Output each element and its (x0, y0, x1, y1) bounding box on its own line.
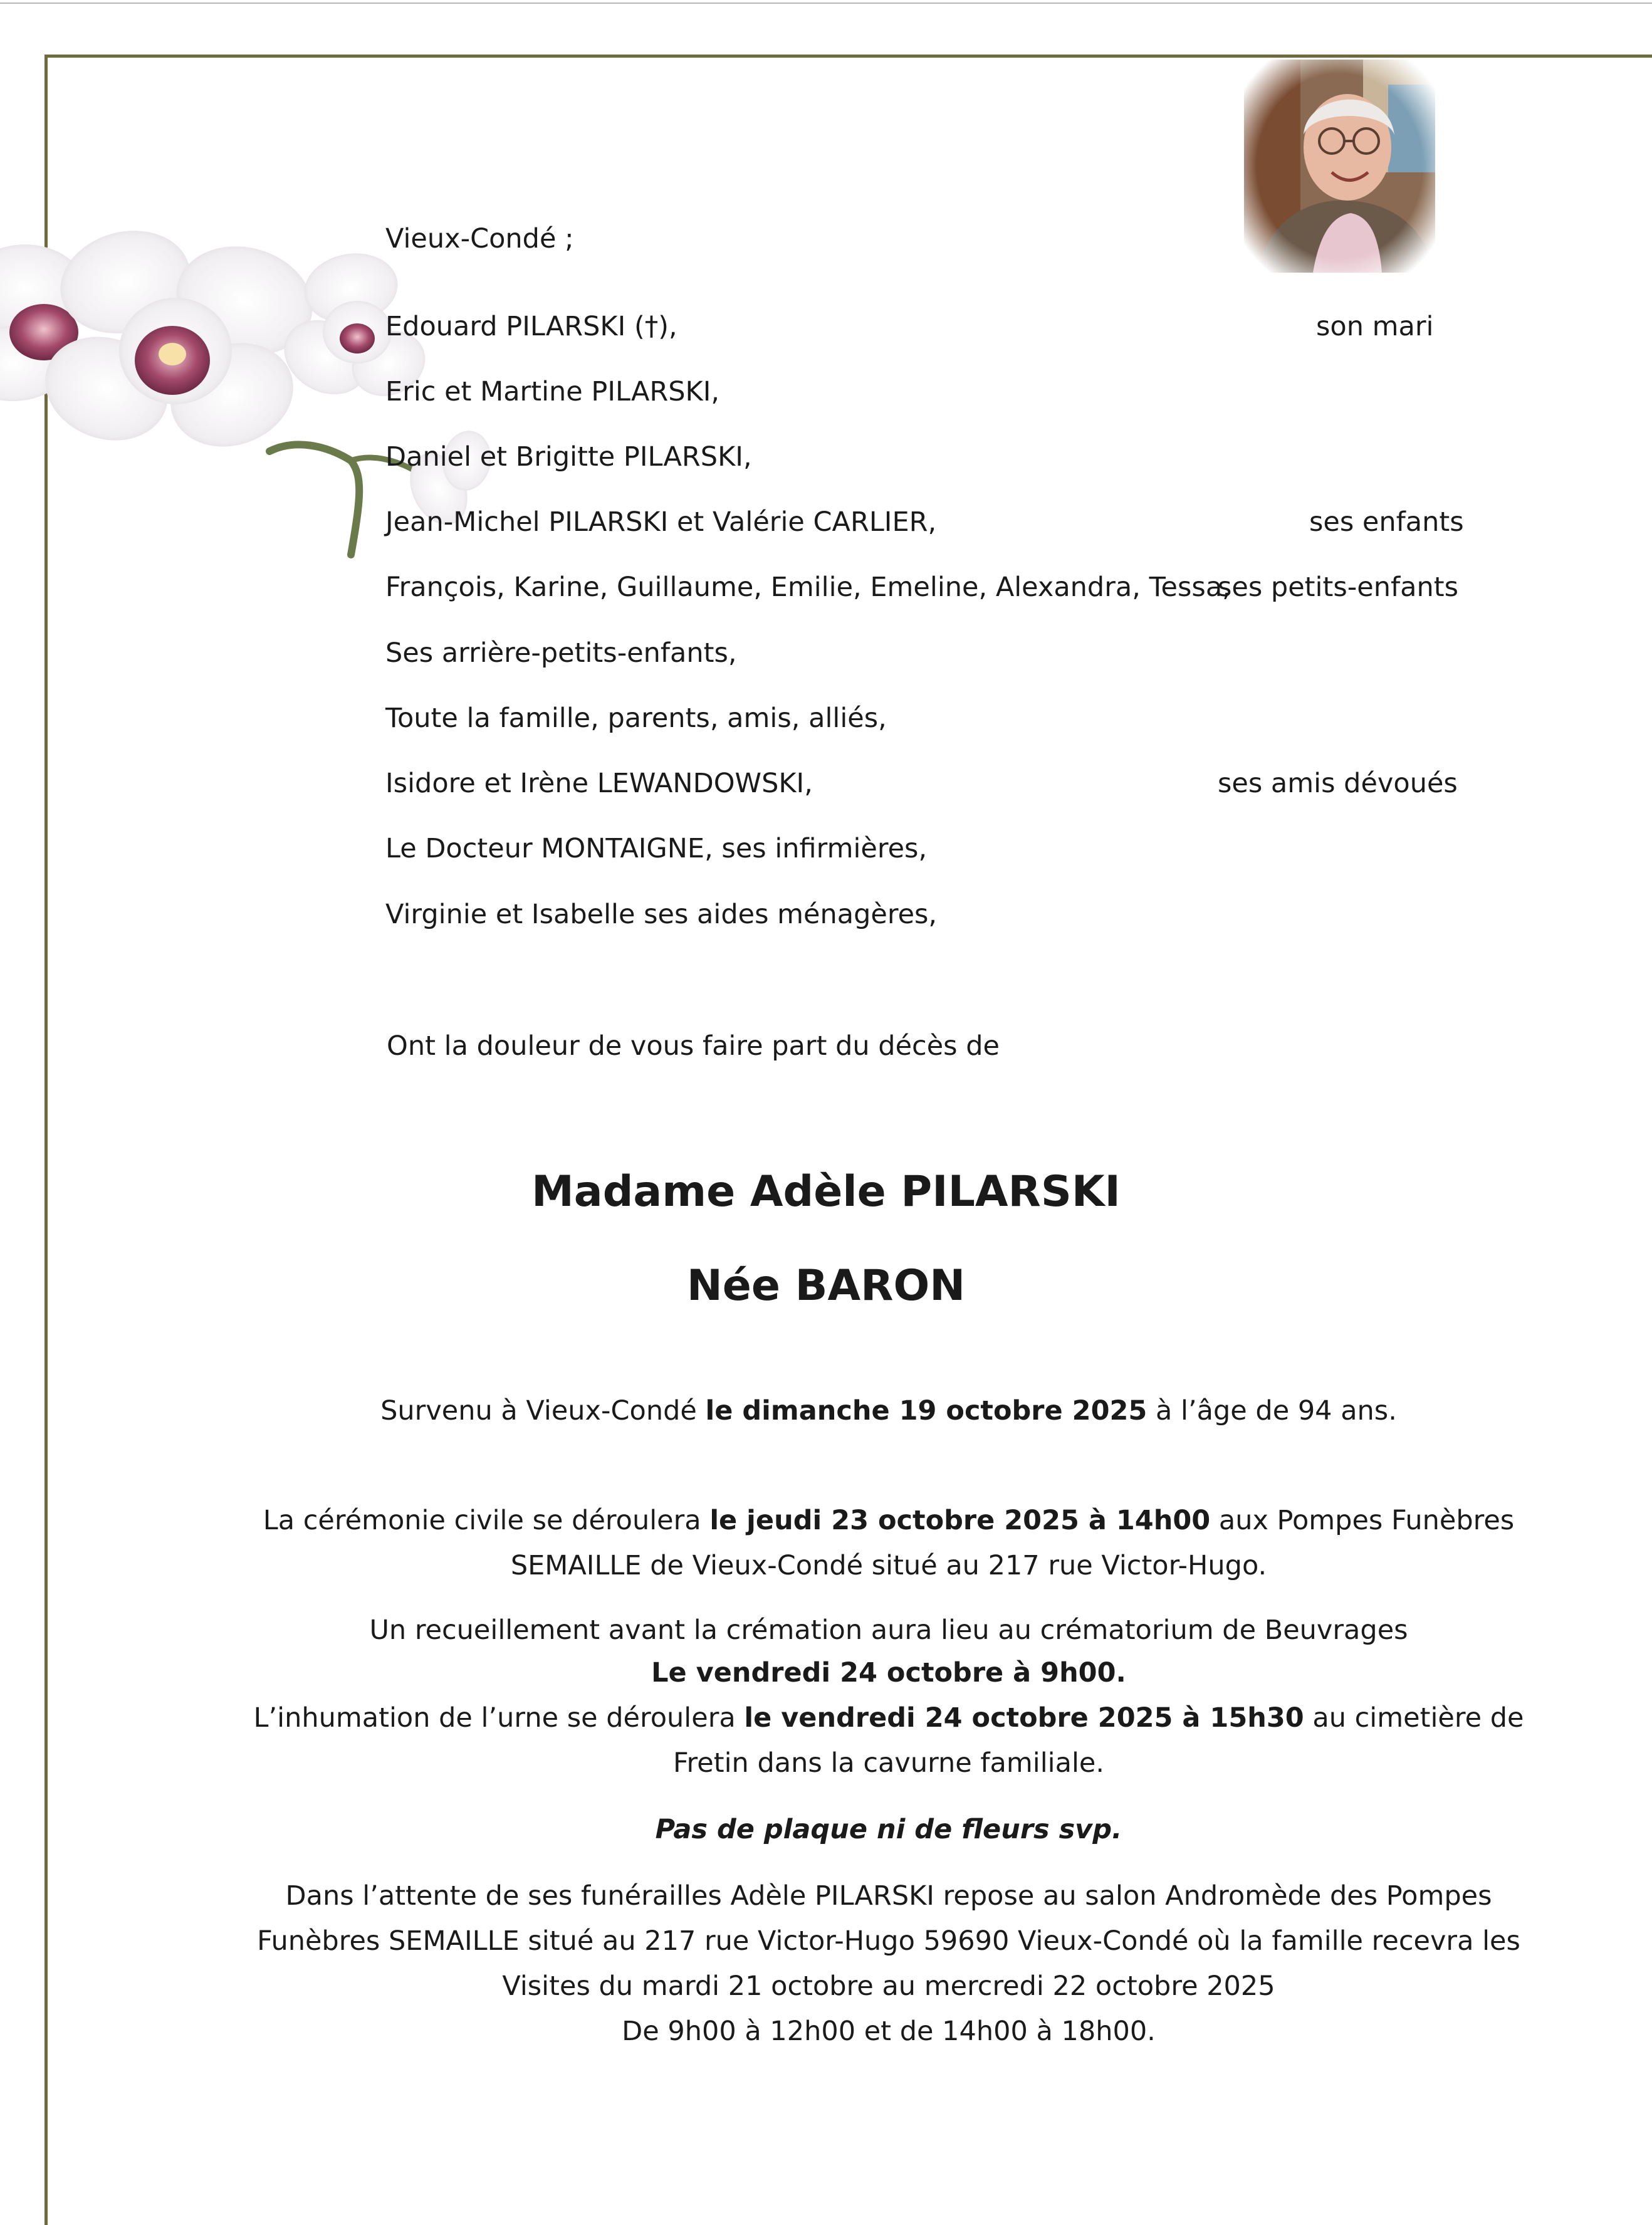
ceremony-line-1 (199, 1507, 1578, 1534)
inhumation-date: le vendredi 24 octobre 2025 à 15h30 (744, 1702, 1304, 1734)
cremation-line-1: Un recueillement avant la crémation aura lieu au crématorium de Beuvrages (369, 1615, 1408, 1646)
ceremony-line-2: SEMAILLE de Vieux-Condé situé au 217 rue Victor-Hugo. (510, 1550, 1267, 1581)
cremation-date: Le vendredi 24 octobre à 9h00. (651, 1657, 1126, 1688)
family-relation: son mari (1316, 311, 1434, 342)
ceremony-date: le jeudi 23 octobre 2025 à 14h00 (709, 1505, 1211, 1536)
deceased-maiden-name: Née BARON (686, 1261, 966, 1311)
inhumation-line-2: Fretin dans la cavurne familiale. (672, 1747, 1105, 1779)
viewing-line-4: De 9h00 à 12h00 et de 14h00 à 18h00. (622, 2016, 1156, 2047)
family-member-name: Eric et Martine PILARSKI, (385, 376, 720, 407)
death-date: le dimanche 19 octobre 2025 (705, 1395, 1148, 1427)
ceremony-suffix: aux Pompes Funèbres (1210, 1505, 1515, 1536)
family-relation: ses enfants (1309, 506, 1464, 538)
viewing-line-3: Visites du mardi 21 octobre au mercredi 22 octobre 2025 (502, 1971, 1275, 2002)
family-member-name: Jean-Michel PILARSKI et Valérie CARLIER, (385, 506, 937, 538)
family-member-name: Daniel et Brigitte PILARSKI, (385, 441, 752, 473)
family-member-name: Le Docteur MONTAIGNE, ses infirmières, (385, 833, 928, 864)
inhumation-prefix: L’inhumation de l’urne se déroulera (253, 1702, 745, 1734)
family-member-name: Edouard PILARSKI (†), (385, 311, 677, 342)
family-member-name: Toute la famille, parents, amis, alliés, (385, 703, 887, 734)
death-prefix: Survenu à Vieux-Condé (380, 1395, 706, 1427)
location-header: Vieux-Condé ; (385, 223, 574, 254)
inhumation-suffix: au cimetière de (1304, 1702, 1524, 1734)
ceremony-prefix: La cérémonie civile se déroulera (263, 1505, 710, 1536)
family-member-name: Virginie et Isabelle ses aides ménagères, (385, 899, 938, 930)
viewing-line-1: Dans l’attente de ses funérailles Adèle PILARSKI repose au salon Andromède des Pompes (285, 1880, 1492, 1912)
family-relation: ses amis dévoués (1218, 768, 1458, 799)
flowers-note: Pas de plaque ni de fleurs svp. (655, 1814, 1122, 1845)
inhumation-line-1 (199, 1702, 1578, 1734)
family-member-name: François, Karine, Guillaume, Emilie, Emeline, Alexandra, Tessa, (385, 572, 1231, 603)
portrait-photo (1244, 60, 1435, 273)
deceased-name: Madame Adèle PILARSKI (531, 1167, 1121, 1217)
family-relation: ses petits-enfants (1218, 572, 1458, 603)
viewing-line-2: Funèbres SEMAILLE situé au 217 rue Victor-Hugo 59690 Vieux-Condé où la famille recevra les (257, 1925, 1520, 1957)
family-member-name: Ses arrière-petits-enfants, (385, 637, 737, 669)
scan-edge-line (0, 3, 1652, 4)
death-info (199, 1395, 1578, 1427)
family-member-name: Isidore et Irène LEWANDOWSKI, (385, 768, 813, 799)
death-suffix: à l’âge de 94 ans. (1147, 1395, 1397, 1427)
announcement-text: Ont la douleur de vous faire part du décès de (387, 1030, 1000, 1062)
